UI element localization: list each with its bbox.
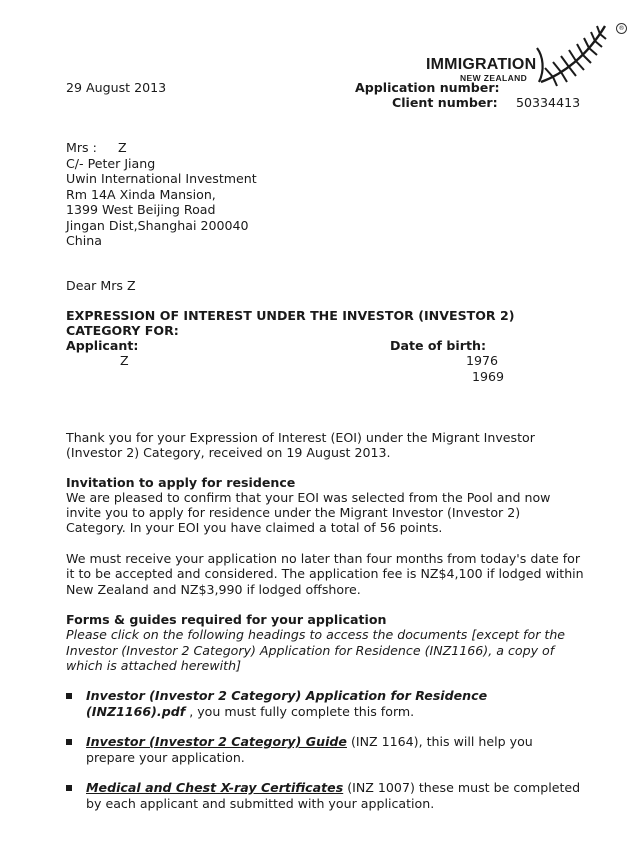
bullet-2-text: (INZ 1164), this will help you <box>346 734 533 749</box>
address-line: Rm 14A Xinda Mansion, <box>66 187 216 202</box>
paragraph-2-line: invite you to apply for residence under the Migrant Investor (Investor 2) <box>66 505 521 520</box>
client-number-label: Client number: <box>392 95 498 110</box>
salutation: Dear Mrs Z <box>66 278 136 293</box>
medical-certificates-link[interactable]: Medical and Chest X-ray Certificates <box>86 780 344 795</box>
bullet-2-line-1 <box>86 734 533 749</box>
bullet-3-text: (INZ 1007) these must be completed <box>343 780 581 795</box>
paragraph-3-line: it to be accepted and considered. The application fee is NZ$4,100 if lodged within <box>66 566 584 581</box>
paragraph-1-line: (Investor 2) Category, received on 19 August 2013. <box>66 445 391 460</box>
forms-intro-line: which is attached herewith] <box>66 658 242 673</box>
dob-value-2: 1969 <box>472 369 505 384</box>
dob-value-1: 1976 <box>466 353 499 368</box>
bullet-3-line-2: by each applicant and submitted with your application. <box>86 796 435 811</box>
application-number-label: Application number: <box>355 80 500 95</box>
address-surname-initial: Z <box>118 140 127 155</box>
letter-date: 29 August 2013 <box>66 80 167 95</box>
paragraph-2-line: We are pleased to confirm that your EOI was selected from the Pool and now <box>66 490 551 505</box>
address-line: C/- Peter Jiang <box>66 156 156 171</box>
subject-line-1: EXPRESSION OF INTEREST UNDER THE INVESTOR (INVESTOR 2) <box>66 308 515 323</box>
forms-intro-line: Investor (Investor 2 Category) Application for Residence (INZ1166), a copy of <box>66 643 555 658</box>
silver-fern-icon <box>535 20 615 88</box>
paragraph-2-line: Category. In your EOI you have claimed a total of 56 points. <box>66 520 443 535</box>
bullet-1-line-2 <box>86 704 414 719</box>
applicant-label: Applicant: <box>66 338 139 353</box>
bullet-1-text: , you must fully complete this form. <box>185 704 415 719</box>
forms-intro-line: Please click on the following headings to access the documents [except for the <box>66 627 566 642</box>
guide-inz1164-link[interactable]: Investor (Investor 2 Category) Guide <box>86 734 347 749</box>
bullet-2-line-2: prepare your application. <box>86 750 245 765</box>
address-line: Uwin International Investment <box>66 171 257 186</box>
registered-mark: ® <box>616 23 627 34</box>
forms-heading: Forms & guides required for your application <box>66 612 387 627</box>
bullet-icon <box>66 785 72 791</box>
dob-label: Date of birth: <box>390 338 486 353</box>
bullet-3-line-1 <box>86 780 580 795</box>
address-line: China <box>66 233 102 248</box>
paragraph-3-line: New Zealand and NZ$3,990 if lodged offshore. <box>66 582 361 597</box>
form-inz1166-filename[interactable]: (INZ1166).pdf <box>86 704 186 719</box>
form-inz1166-link[interactable]: Investor (Investor 2 Category) Application for Residence <box>86 688 488 703</box>
address-line: 1399 West Beijing Road <box>66 202 216 217</box>
logo-subtitle: NEW ZEALAND <box>460 73 528 83</box>
bullet-icon <box>66 693 72 699</box>
invitation-heading: Invitation to apply for residence <box>66 475 296 490</box>
address-line: Mrs : <box>66 140 97 155</box>
subject-line-2: CATEGORY FOR: <box>66 323 179 338</box>
applicant-initial: Z <box>120 353 129 368</box>
paragraph-3-line: We must receive your application no later than four months from today's date for <box>66 551 581 566</box>
bullet-icon <box>66 739 72 745</box>
client-number-value: 50334413 <box>516 95 581 110</box>
paragraph-1-line: Thank you for your Expression of Interest (EOI) under the Migrant Investor <box>66 430 535 445</box>
logo-title: IMMIGRATION <box>426 56 537 73</box>
address-line: Jingan Dist,Shanghai 200040 <box>66 218 249 233</box>
